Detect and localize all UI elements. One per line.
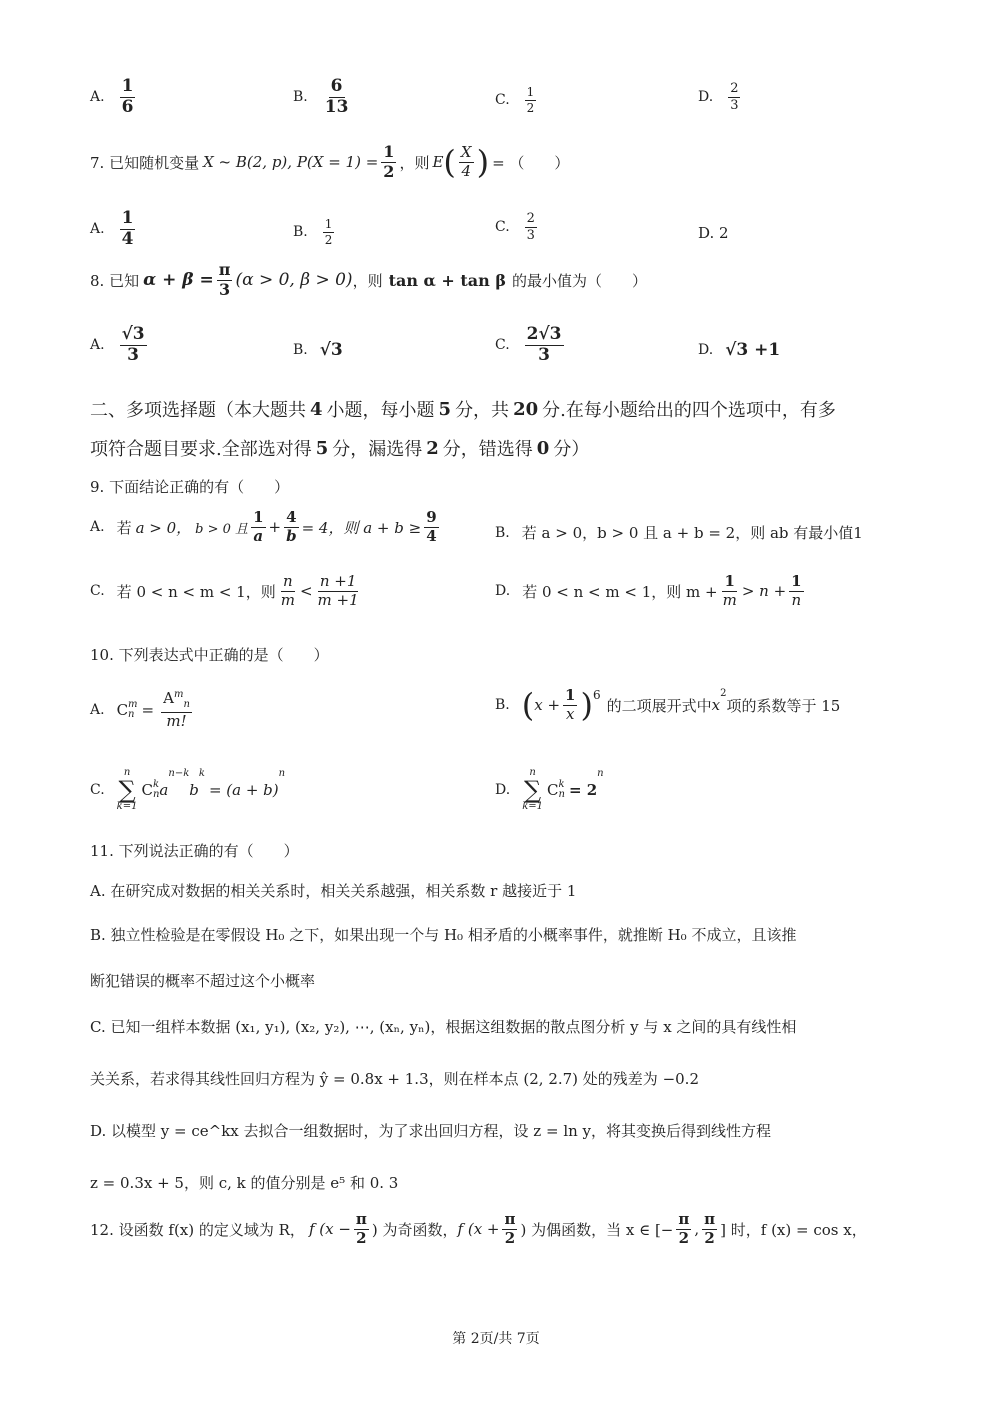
fraction: $\frac{2}{3}$ xyxy=(730,81,739,113)
q10-option-d: D. n ∑ k=1 C k n = 2 n xyxy=(495,767,604,812)
q9-option-b: B. 若 a > 0，b > 0 且 a + b = 2，则 ab 有最小值1 xyxy=(495,524,863,542)
q11-option-b-line1: B. 独立性检验是在零假设 H₀ 之下，如果出现一个与 H₀ 相矛盾的小概率事件，就推断 H₀ 不成立，且该推 xyxy=(90,926,797,944)
q6-option-c: C. $\frac{1}{2}$ xyxy=(495,85,535,115)
q9-option-c: C. 若 0 < n < m < 1，则 $\frac{n}{m}$ < $\frac{n +1}{m +1}$ xyxy=(90,572,359,609)
fraction: $\frac{4}{b}$ xyxy=(286,508,297,545)
q7-option-d: D. 2 xyxy=(698,224,729,242)
fraction: $\frac{1}{2}$ xyxy=(526,85,535,115)
sigma-symbol: n ∑ k=1 xyxy=(116,767,138,812)
fraction: $\frac{X}{4}$ xyxy=(460,143,472,180)
q11-option-a: A. 在研究成对数据的相关关系时，相关关系越强，相关系数 r 越接近于 1 xyxy=(90,882,577,900)
q12-stem: 12. 设函数 f(x) 的定义域为 R， f (x − $\frac{\pi}{2}$ ) 为奇函数， f (x + $\frac{\pi}{2}$ ) 为偶函数，当 x ∈ [− $\frac{\pi}{2}$ , $\frac{\pi}{2}$ ] 时，f (x) = cos x， xyxy=(90,1210,867,1247)
fraction: $\frac{2}{3}$ xyxy=(526,211,535,243)
fraction: $\frac{1}{6}$ xyxy=(121,76,134,117)
fraction: $\frac{1}{m}$ xyxy=(722,572,737,609)
fraction: $\frac{1}{a}$ xyxy=(253,508,264,545)
q9-option-d: D. 若 0 < n < m < 1，则 m + $\frac{1}{m}$ > n + $\frac{1}{n}$ xyxy=(495,572,802,609)
section-heading-line1: 二、多项选择题（本大题共 4 小题，每小题 5 分，共 20 分.在每小题给出的四个选项中，有多 xyxy=(90,398,836,421)
fraction: $\frac{1}{2}$ xyxy=(383,142,395,181)
fraction: $\frac{n +1}{m +1}$ xyxy=(317,572,359,609)
fraction: $\frac{2√3}{3}$ xyxy=(526,324,562,365)
fraction: $\frac{\pi}{2}$ xyxy=(704,1210,716,1247)
q7-option-b: B. $\frac{1}{2}$ xyxy=(293,217,333,247)
q8-option-b: B. √3 xyxy=(293,340,343,360)
q8-option-d: D. √3 +1 xyxy=(698,340,781,360)
fraction: $\frac{\pi}{2}$ xyxy=(504,1210,516,1247)
fraction: $\frac{√3}{3}$ xyxy=(121,324,145,365)
fraction: $\frac{1}{2}$ xyxy=(324,217,333,247)
q11-option-c-line2: 关关系，若求得其线性回归方程为 ŷ = 0.8x + 1.3，则在样本点 (2, 2.7) 处的残差为 −0.2 xyxy=(90,1070,699,1088)
fraction: $\frac{\pi}{3}$ xyxy=(218,260,231,299)
q8-stem: 8. 已知 α + β = $\frac{\pi}{3}$ (α > 0, β > 0) ，则 tan α + tan β 的最小值为（ ） xyxy=(90,260,647,299)
q7-option-c: C. $\frac{2}{3}$ xyxy=(495,211,535,243)
fraction: $\frac{\pi}{2}$ xyxy=(678,1210,690,1247)
q11-option-c-line1: C. 已知一组样本数据 (x₁, y₁), (x₂, y₂), ⋯, (xₙ, yₙ)，根据这组数据的散点图分析 y 与 x 之间的具有线性相 xyxy=(90,1018,797,1036)
q8-option-a: A. $\frac{√3}{3}$ xyxy=(90,324,145,365)
section-heading-line2: 项符合题目要求.全部选对得 5 分，漏选得 2 分，错选得 0 分） xyxy=(90,437,590,460)
q11-option-d-line1: D. 以模型 y = ce^kx 去拟合一组数据时，为了求出回归方程，设 z = ln y，将其变换后得到线性方程 xyxy=(90,1122,772,1140)
q7-stem: 7. 已知随机变量 X ~ B(2, p), P(X = 1) = $\frac{1}{2}$ ，则 E ( $\frac{X}{4}$ ) = （ ） xyxy=(90,142,570,182)
fraction: $\frac{1}{4}$ xyxy=(121,208,134,249)
fraction: $\frac{1}{n}$ xyxy=(791,572,802,609)
fraction: $\frac{\pi}{2}$ xyxy=(355,1210,367,1247)
q10-option-c: C. n ∑ k=1 C k n a n−k b k = (a + b) n xyxy=(90,767,286,812)
q6-option-d: D. $\frac{2}{3}$ xyxy=(698,81,739,113)
q10-option-a: A. C m n = $\frac{A^m_n}{m!}$ xyxy=(90,689,190,730)
q11-stem: 11. 下列说法正确的有（ ） xyxy=(90,842,299,860)
fraction: $\frac{A^m_n}{m!}$ xyxy=(163,689,190,730)
fraction: $\frac{6}{13}$ xyxy=(324,76,349,117)
q10-option-b: B. ( x + $\frac{1}{x}$ ) $^6$ 的二项展开式中 x $^2$ 项的系数等于 15 xyxy=(495,686,841,725)
q10-stem: 10. 下列表达式中正确的是（ ） xyxy=(90,646,329,664)
q11-option-d-line2: z = 0.3x + 5，则 c, k 的值分别是 e⁵ 和 0. 3 xyxy=(90,1174,399,1192)
q7-option-a: A. $\frac{1}{4}$ xyxy=(90,208,134,249)
q6-option-a: A. $\frac{1}{6}$ xyxy=(90,76,134,117)
q11-option-b-line2: 断犯错误的概率不超过这个小概率 xyxy=(90,972,316,990)
q8-option-c: C. $\frac{2√3}{3}$ xyxy=(495,324,562,365)
fraction: $\frac{9}{4}$ xyxy=(426,508,437,545)
sigma-symbol: n ∑ k=1 xyxy=(522,767,543,812)
fraction: $\frac{1}{x}$ xyxy=(565,686,576,723)
page-footer: 第 2页/共 7页 xyxy=(452,1331,540,1347)
q9-option-a: A. 若 a > 0， b > 0 且 $\frac{1}{a}$ + $\frac{4}{b}$ = 4，则 a + b ≥ $\frac{9}{4}$ xyxy=(90,508,437,545)
q9-stem: 9. 下面结论正确的有（ ） xyxy=(90,478,290,496)
q6-option-b: B. $\frac{6}{13}$ xyxy=(293,76,349,117)
fraction: $\frac{n}{m}$ xyxy=(280,572,295,609)
